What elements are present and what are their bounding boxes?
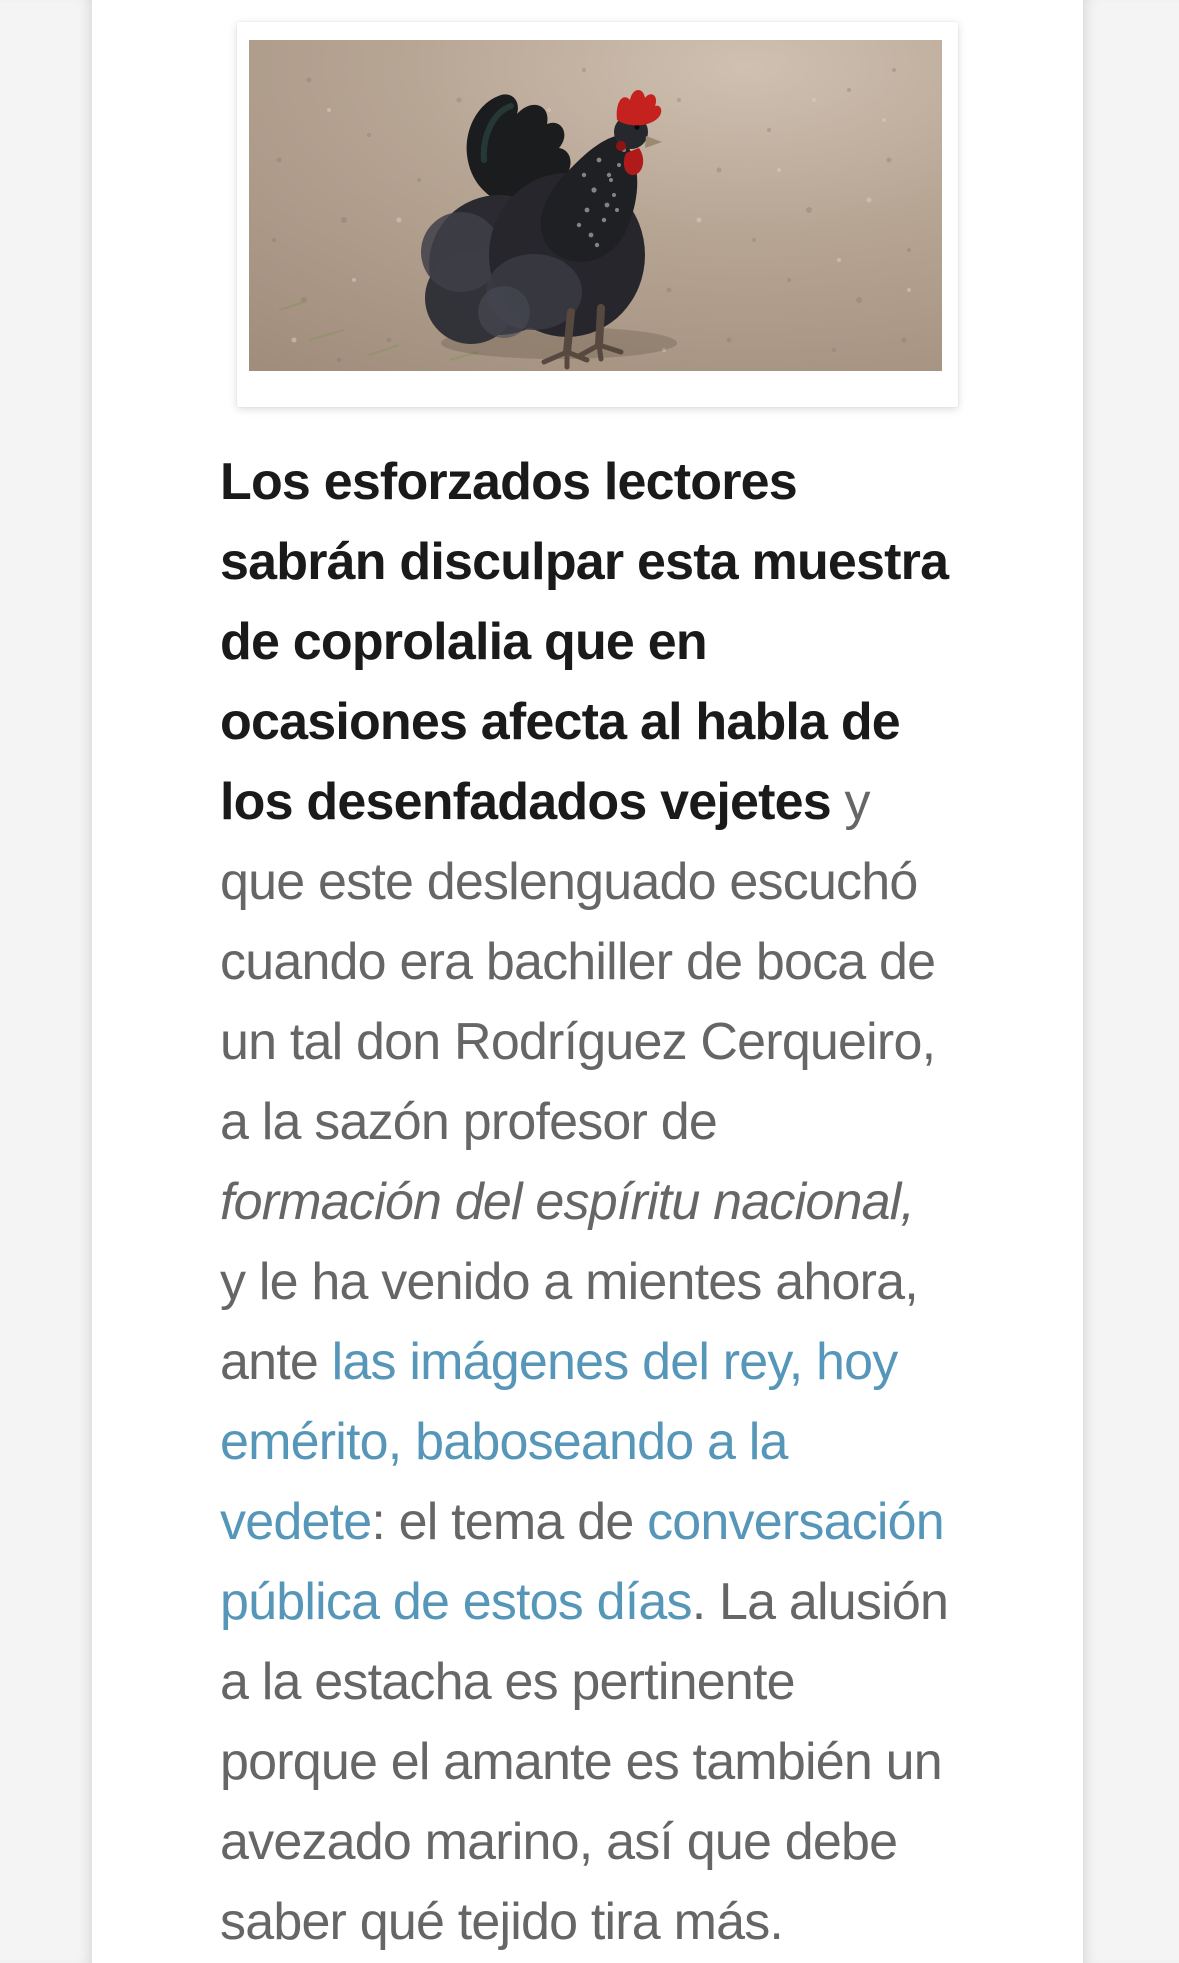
earlobe: [616, 141, 626, 151]
left-gutter: [0, 0, 92, 1963]
text-run: a la estacha es pertinente: [220, 1653, 795, 1711]
text-run: porque el amante es también un: [220, 1733, 942, 1791]
rooster-photo: [249, 40, 942, 371]
text-run: cuando era bachiller de boca de: [220, 933, 936, 991]
paragraph-line: [220, 1642, 1060, 1722]
paragraph-line: [220, 1882, 1060, 1962]
page-content: [92, 0, 1083, 1963]
paragraph-line: [220, 1402, 1060, 1482]
text-run: Los esforzados lectores: [220, 453, 797, 511]
paragraph-line: [220, 1562, 1060, 1642]
text-run: formación del espíritu nacional,: [220, 1173, 915, 1231]
paragraph-line: [220, 442, 1060, 522]
text-run: : el tema de: [371, 1493, 648, 1551]
photo-card: [237, 22, 958, 407]
article-text: [220, 442, 1060, 1962]
inline-link[interactable]: conversación: [647, 1493, 944, 1551]
text-run: los desenfadados vejetes: [220, 773, 831, 831]
paragraph-line: [220, 1722, 1060, 1802]
paragraph-line: [220, 522, 1060, 602]
text-run: ante: [220, 1333, 332, 1391]
text-run: ocasiones afecta al habla de: [220, 693, 900, 751]
text-run: avezado marino, así que debe: [220, 1813, 898, 1871]
paragraph-line: [220, 762, 1060, 842]
paragraph-line: [220, 1802, 1060, 1882]
text-run: un tal don Rodríguez Cerqueiro,: [220, 1013, 936, 1071]
text-run: . La alusión: [691, 1573, 949, 1631]
paragraph-line: [220, 602, 1060, 682]
inline-link[interactable]: pública de estos días: [220, 1573, 692, 1631]
text-run: de coprolalia que en: [220, 613, 707, 671]
paragraph-line: [220, 922, 1060, 1002]
text-run: a la sazón profesor de: [220, 1093, 717, 1151]
inline-link[interactable]: las imágenes del rey, hoy: [331, 1333, 898, 1391]
paragraph-line: [220, 1162, 1060, 1242]
paragraph-line: [220, 1482, 1060, 1562]
right-gutter: [1083, 0, 1179, 1963]
inline-link[interactable]: vedete: [220, 1493, 372, 1551]
text-run: y le ha venido a mientes ahora,: [220, 1253, 918, 1311]
inline-link[interactable]: emérito, baboseando a la: [220, 1413, 788, 1471]
text-run: y: [830, 773, 870, 831]
text-run: saber qué tejido tira más.: [220, 1893, 784, 1951]
paragraph-line: [220, 1322, 1060, 1402]
paragraph-line: [220, 682, 1060, 762]
text-run: sabrán disculpar esta muestra: [220, 533, 949, 591]
paragraph-line: [220, 1002, 1060, 1082]
paragraph-line: [220, 1082, 1060, 1162]
paragraph-line: [220, 1242, 1060, 1322]
paragraph-line: [220, 842, 1060, 922]
text-run: que este deslenguado escuchó: [220, 853, 918, 911]
